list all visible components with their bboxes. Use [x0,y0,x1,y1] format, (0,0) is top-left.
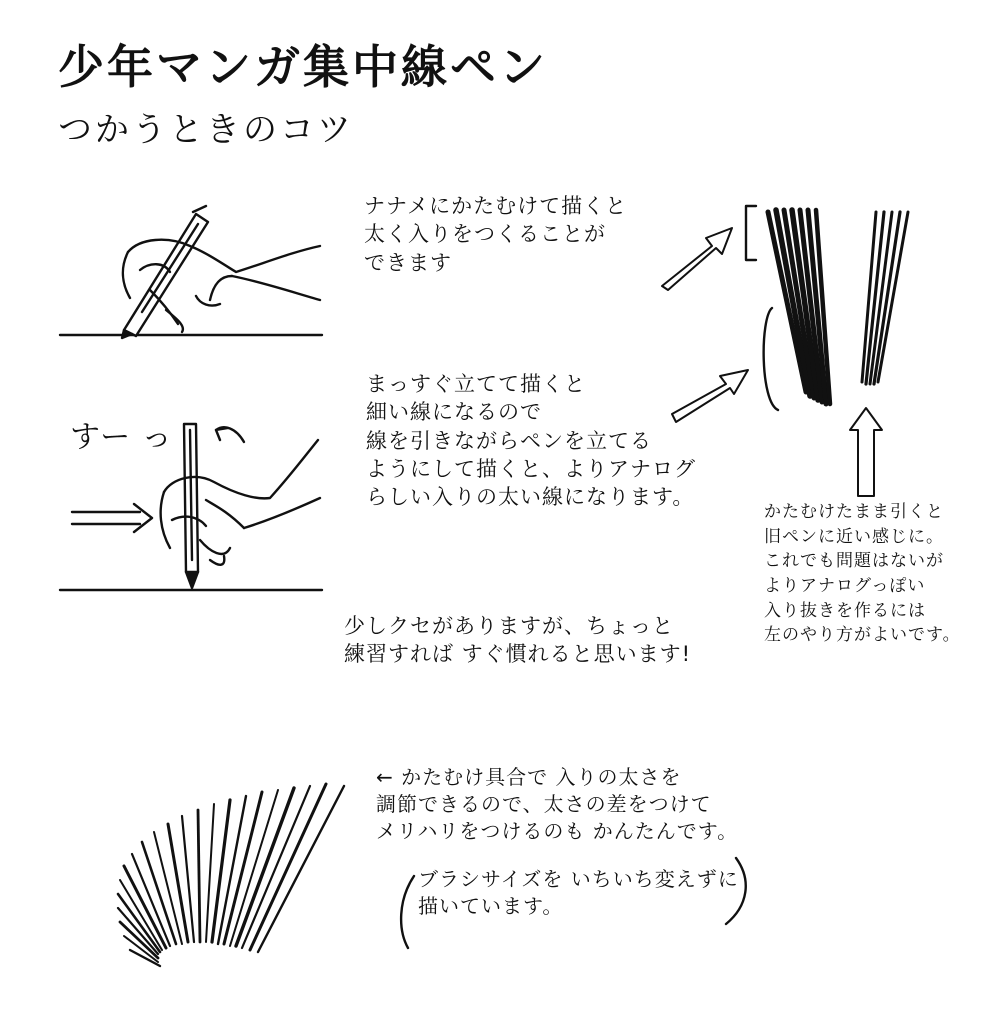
bracket-thick-entry [746,206,756,260]
tilted-uniform-strokes [862,212,908,384]
analog-taper-strokes [768,210,830,404]
sfx-suu: すー っ [70,420,173,455]
tilted-pen-hand-illustration [60,206,322,338]
note-brush-size: ブラシサイズを いちいち変えずに 描いています。 [418,867,739,918]
page-title: 少年マンガ集中線ペン [58,40,548,94]
note-angle-thickness: ← かたむけ具合で 入りの太さを 調節できるので、太さの差をつけて メリハリをつけるのも かんたんです。 [376,765,739,843]
arrow-to-thick-strokes [662,228,732,290]
up-arrow-outline [850,408,882,496]
paren-left [401,876,414,948]
focus-lines-sample [118,784,344,966]
note-habit: 少しクセがありますが、ちょっと 練習すれば すぐ慣れると思います! [344,614,692,667]
page-subtitle: つかうときのコツ [58,110,354,150]
note-upright-pen: まっすぐ立てて描くと 細い線になるので 線を引きながらペンを立てる ようにして描くと、よりアナログ らしい入りの太い線になります。 [366,372,696,510]
note-side: かたむけたまま引くと 旧ペンに近い感じに。 これでも問題はないが よりアナログっぽい 入り抜きを作るには 左のやり方がよいです。 [764,502,961,646]
note-tilted-pen: ナナメにかたむけて描くと 太く入りをつくることが できます [364,194,628,275]
bracket-taper [764,308,778,410]
